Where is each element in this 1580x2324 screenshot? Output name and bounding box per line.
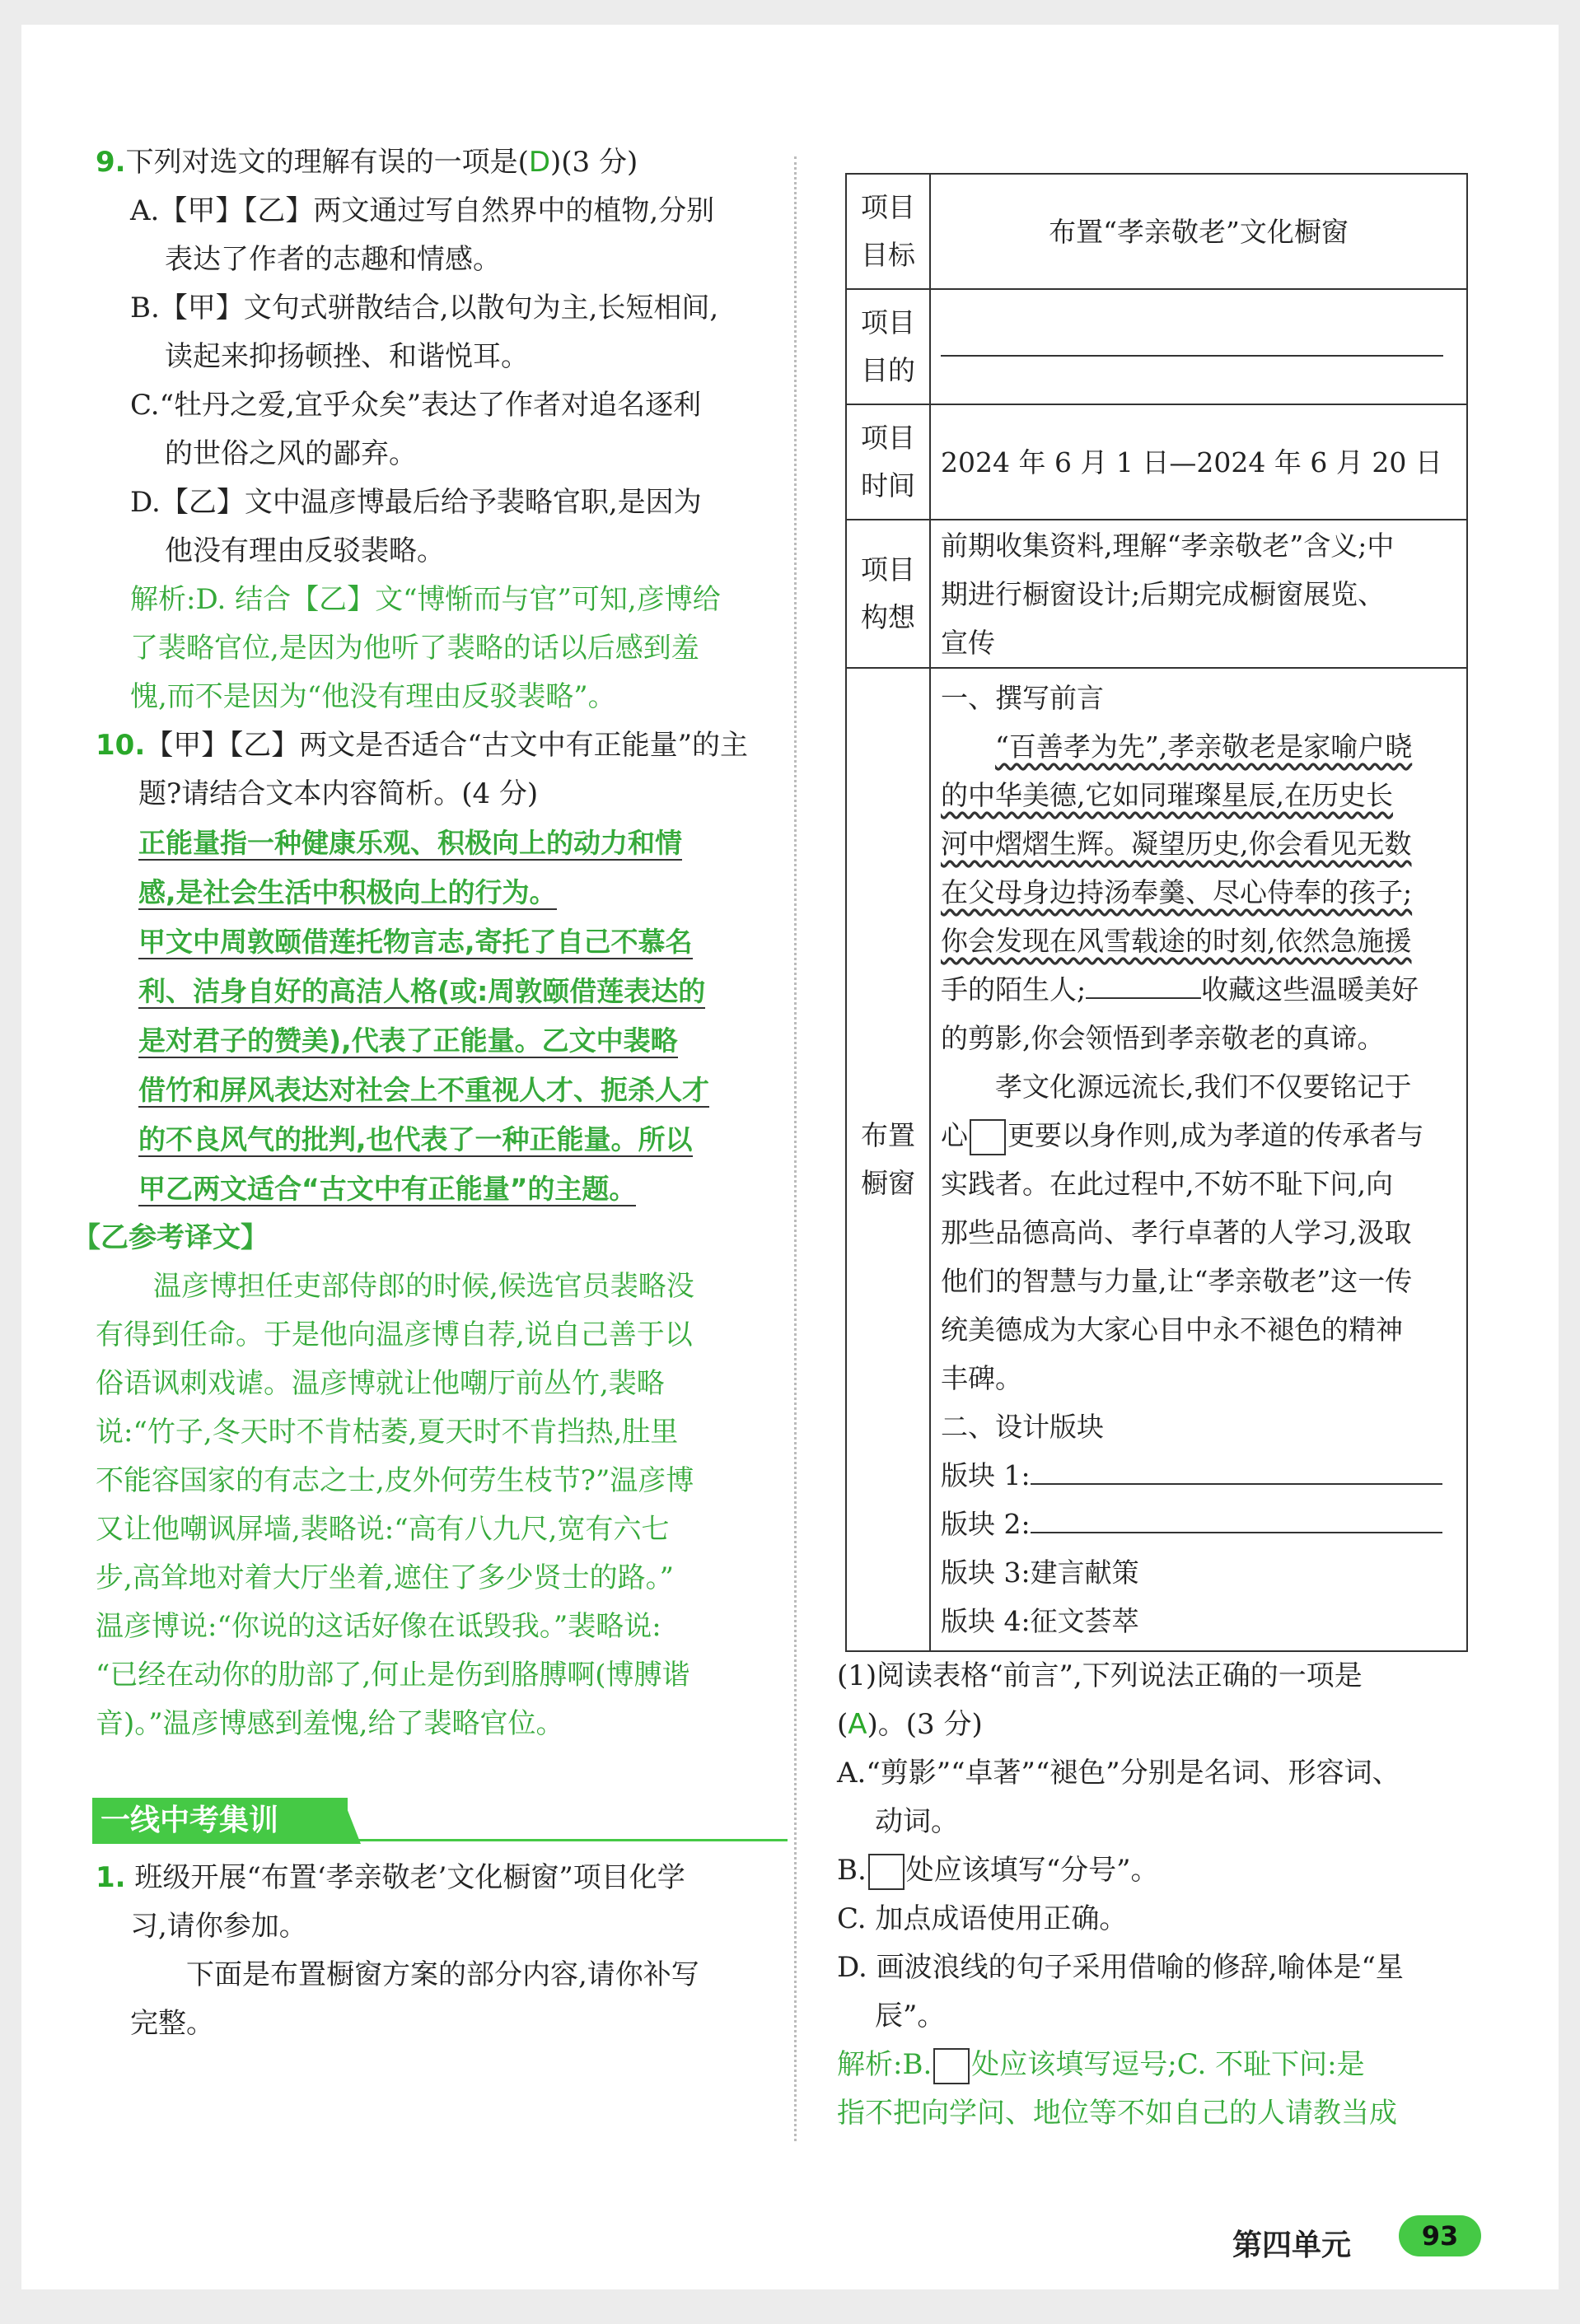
q9-option-a: A.【甲】【乙】两文通过写自然界中的植物,分别: [130, 194, 715, 227]
q9-analysis-3: 愧,而不是因为“他没有理由反驳裴略”。: [130, 680, 616, 713]
translation-line: 说:“竹子,冬天时不肯枯萎,夏天时不肯挡热,肚里: [96, 1416, 679, 1449]
q10-answer-line: 感,是社会生活中积极向上的行为。: [138, 876, 557, 908]
project-purpose: [930, 289, 1467, 404]
q10-answer-line: 的不良风气的批判,也代表了一种正能量。所以: [138, 1123, 693, 1155]
section-banner-rule: [343, 1839, 788, 1841]
sub1-option-b: B. 处应该填写“分号”。: [837, 1846, 1496, 1895]
q1-number: 1.: [96, 1861, 126, 1894]
q10-answer-line: 正能量指一种健康乐观、积极向上的动力和情: [138, 827, 682, 859]
q10-stem-cont: 题?请结合文本内容简析。(4 分): [138, 777, 539, 810]
q9-answer: D: [528, 146, 551, 179]
translation-line: “已经在动你的肋部了,何止是伤到胳膊啊(博膊谐: [96, 1659, 690, 1692]
q9-option-d: D.【乙】文中温彦博最后给予裴略官职,是因为: [130, 486, 702, 519]
q9-stem: 9.下列对选文的理解有误的一项是(D)(3 分): [96, 146, 638, 179]
section-title: 一线中考集训: [92, 1798, 348, 1844]
row-head: 项目 时间: [846, 404, 930, 520]
sub1-option-c: C. 加点成语使用正确。: [837, 1902, 1128, 1935]
q10-answer-line: 利、洁身自好的高洁人格(或:周敦颐借莲表达的: [138, 975, 706, 1007]
section-banner: [96, 1798, 768, 1846]
translation-line: 又让他嘲讽屏墙,裴略说:“高有八九尺,宽有六七: [96, 1513, 670, 1546]
page-number: 93: [1399, 2215, 1481, 2256]
answer-blank[interactable]: [941, 322, 1443, 357]
plan-table: [845, 173, 1468, 1652]
translation-line: 不能容国家的有志之士,皮外何劳生枝节?”温彦博: [96, 1464, 694, 1497]
left-column: [72, 138, 768, 2048]
sub1-analysis: 解析:B. 处应该填写逗号;C. 不耻下问:是: [837, 2041, 1496, 2089]
translation-line: 有得到任命。于是他向温彦博自荐,说自己善于以: [96, 1318, 693, 1351]
project-concept: 前期收集资料,理解“孝亲敬老”含义;中 期进行橱窗设计;后期完成橱窗展览、 宣传: [930, 520, 1467, 668]
q9-analysis: 解析:D. 结合【乙】文“博惭而与官”可知,彦博给: [130, 583, 721, 616]
translation-line: 音)。”温彦博感到羞愧,给了裴略官位。: [96, 1707, 564, 1740]
answer-blank[interactable]: [1031, 1458, 1442, 1485]
table-row: [846, 668, 1467, 1651]
q1-sub-cont: 完整。: [130, 2007, 214, 2040]
q1-stem-cont: 习,请你参加。: [130, 1910, 307, 1943]
q10-answer-line: 是对君子的赞美),代表了正能量。乙文中裴略: [138, 1024, 678, 1057]
q9-option-b: B.【甲】文句式骈散结合,以散句为主,长短相间,: [130, 292, 719, 324]
row-head: 项目 目的: [846, 289, 930, 404]
table-row: [846, 520, 1467, 668]
table-row: [846, 404, 1467, 520]
punctuation-box[interactable]: [970, 1119, 1006, 1155]
q10-answer: [96, 819, 768, 1214]
row-head: 项目 目标: [846, 174, 930, 289]
translation-heading: 【乙参考译文】: [72, 1221, 269, 1254]
translation-line: 俗语讽刺戏谑。温彦博就让他嘲厅前丛竹,裴略: [96, 1367, 665, 1400]
preface-title: 一、撰写前言: [941, 682, 1104, 714]
q9-option-c: C.“牡丹之爱,宜乎众矣”表达了作者对追名逐利: [130, 389, 702, 422]
project-goal: 布置“孝亲敬老”文化橱窗: [930, 174, 1467, 289]
sub1-option-a: A.“剪影”“卓著”“褪色”分别是名词、形容词、: [837, 1757, 1400, 1790]
q9-option-b-cont: 读起来抑扬顿挫、和谐悦耳。: [165, 340, 529, 373]
row-head: 布置 橱窗: [846, 668, 930, 1651]
q1-sub: 下面是布置橱窗方案的部分内容,请你补写: [186, 1958, 699, 1991]
wavy-sentence: “百善孝为先”,孝亲敬老是家喻户晓: [995, 730, 1413, 763]
translation-line: 温彦博说:“你说的这话好像在诋毁我。”裴略说:: [96, 1610, 661, 1643]
q10-answer-line: 甲乙两文适合“古文中有正能量”的主题。: [138, 1173, 637, 1205]
q1-stem: 1. 班级开展“布置‘孝亲敬老’文化橱窗”项目化学: [96, 1861, 685, 1894]
translation-line: 步,高耸地对着大厅坐着,遮住了多少贤士的路。”: [96, 1561, 674, 1594]
q9-option-c-cont: 的世俗之风的鄙弃。: [165, 437, 417, 470]
q9-option-a-cont: 表达了作者的志趣和情感。: [165, 243, 501, 276]
sub-question-1: (1)阅读表格“前言”,下列说法正确的一项是 (A)。(3 分) A.“剪影”“卓著”“褪色”分别是名词、形容词、 动词。 B. 处应该填写“分号”。 C. 加点成语使用正确。 D. 画波浪线的句子采用借喻的修辞,喻体是“星 辰”。 解析:B. 处应该填写逗号;C. 不耻下问:是 指不把向学问、地位等不如自己的人请教当成: [837, 1652, 1496, 2138]
q10-answer-line: 甲文中周敦颐借莲托物言志,寄托了自己不慕名: [138, 926, 693, 958]
q9-analysis-2: 了裴略官位,是因为他听了裴略的话以后感到羞: [130, 632, 699, 665]
project-time: 2024 年 6 月 1 日—2024 年 6 月 20 日: [930, 404, 1467, 520]
unit-label: 第四单元: [1232, 2228, 1352, 2262]
answer-blank[interactable]: [1031, 1507, 1442, 1533]
page: [21, 25, 1559, 2289]
sub1-answer: A: [848, 1708, 867, 1741]
q10-answer-line: 借竹和屏风表达对社会上不重视人才、扼杀人才: [138, 1074, 709, 1106]
sub1-option-d: D. 画波浪线的句子采用借喻的修辞,喻体是“星: [837, 1951, 1404, 1984]
column-divider: [794, 156, 797, 2141]
q10-number: 10.: [96, 729, 146, 762]
q9-option-d-cont: 他没有理由反驳裴略。: [165, 534, 445, 567]
design-title: 二、设计版块: [941, 1411, 1104, 1443]
q10-stem: 10.【甲】【乙】两文是否适合“古文中有正能量”的主: [96, 729, 748, 762]
window-layout: 一、撰写前言 “百善孝为先”,孝亲敬老是家喻户晓 的中华美德,它如同璀璨星辰,在历史长 河中熠熠生辉。凝望历史,你会看见无数 在父母身边持汤奉羹、尽心侍奉的孩子; 你会发现在风雪载途的时刻,依然急施援 手的陌生人; 收藏这些温暖美好 的剪影,你会领悟到孝亲敬老的真谛。 孝文化源远流长,我们不仅要铭记于 心 更要以身作则,成为孝道的传承者与 实践者。在此过程中,不妨不耻下问,向 那些品德高尚、孝行卓著的人学习,汲取 他们的智慧与力量,让“孝亲敬老”这一传 统美德成为大家心目中永不褪色的精神 丰碑。 二、设计版块 版块 1: 版块 2: 版块 3:建言献策 版块 4:征文荟萃: [930, 668, 1467, 1651]
right-column: [837, 173, 1496, 2138]
row-head: 项目 构想: [846, 520, 930, 668]
table-row: [846, 289, 1467, 404]
q9-number: 9.: [96, 146, 126, 179]
answer-blank[interactable]: [1086, 973, 1201, 999]
translation-line: 温彦博担任吏部侍郎的时候,候选官员裴略没: [153, 1270, 694, 1303]
table-row: [846, 174, 1467, 289]
section-banner-slash: [343, 1798, 361, 1844]
